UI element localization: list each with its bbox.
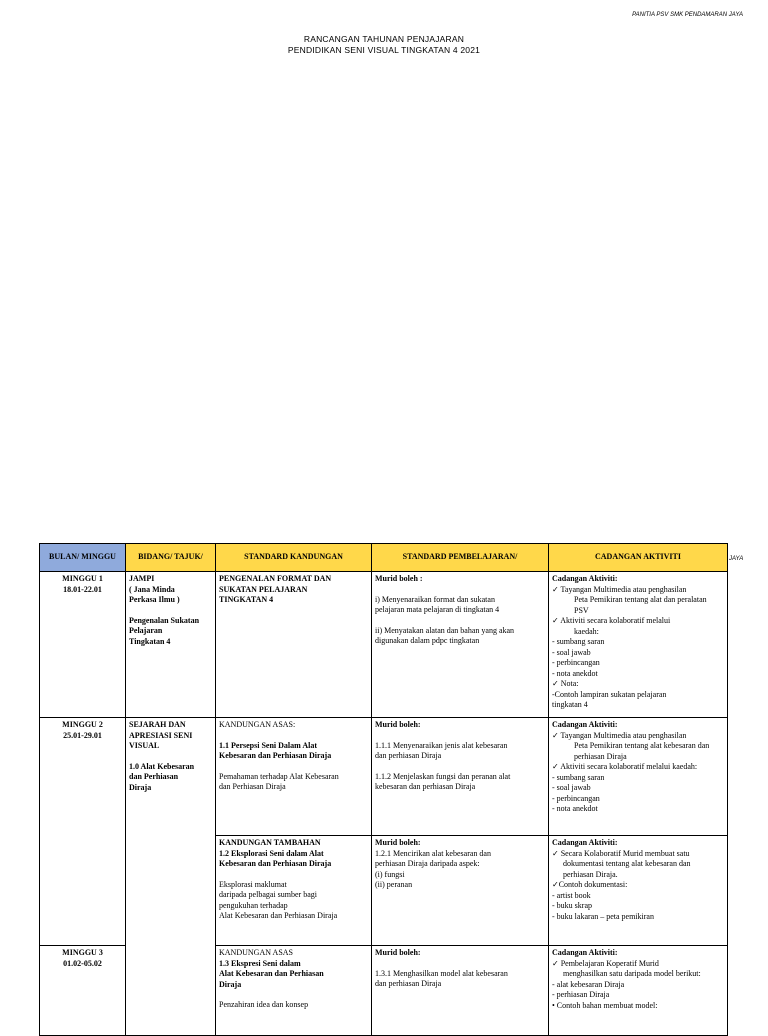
content-standard-text: KANDUNGAN ASAS: <box>219 720 296 729</box>
content-standard-text: Diraja <box>219 979 242 989</box>
learning-standard-text: Murid boleh: <box>375 838 421 847</box>
activity-text: ✓Contoh dokumentasi: <box>552 880 628 889</box>
topic-text: JAMPI <box>129 574 155 583</box>
topic-text: Pengenalan Sukatan <box>129 615 200 625</box>
activity-text: perhiasan Diraja <box>574 751 627 761</box>
activity-text: ✓ Tayangan Multimedia atau penghasilan <box>552 584 687 594</box>
week-label: MINGGU 2 <box>62 720 103 729</box>
document-title <box>0 34 768 56</box>
week-label: MINGGU 3 <box>62 948 103 957</box>
topic-text: Diraja <box>129 782 152 792</box>
learning-standard-text: Murid boleh : <box>375 574 423 583</box>
content-standard-text: Eksplorasi maklumat <box>219 879 287 889</box>
content-standard-text: SUKATAN PELAJARAN <box>219 584 308 594</box>
week-dates: 18.01-22.01 <box>63 584 102 594</box>
content-standard-text: Alat Kebesaran dan Perhiasan Diraja <box>219 911 338 920</box>
learning-standard-text: dan perhiasan Diraja <box>375 979 442 988</box>
activity-text: tingkatan 4 <box>552 700 588 709</box>
learning-standard-text: dan perhiasan Diraja <box>375 751 442 760</box>
topic-text: Tingkatan 4 <box>129 636 171 646</box>
activity-text: ✓ Secara Kolaboratif Murid membuat satu <box>552 848 690 858</box>
activity-text: - alat kebesaran Diraja <box>552 979 625 989</box>
learning-standard-text: ii) Menyatakan alatan dan bahan yang akan <box>375 625 515 635</box>
week-cell <box>40 572 126 718</box>
learning-standard-text: (ii) peranan <box>375 880 413 889</box>
week-dates: 01.02-05.02 <box>63 958 102 968</box>
activity-text: - nota anekdot <box>552 804 598 813</box>
content-standard-text: 1.3 Ekspresi Seni dalam <box>219 958 301 968</box>
learning-standard-text: digunakan dalam pdpc tingkatan <box>375 636 480 645</box>
content-standard-text: pengukuhan terhadap <box>219 900 288 910</box>
activity-text: Peta Pemikiran tentang alat dan peralatan <box>574 595 707 604</box>
activity-cell <box>549 572 728 718</box>
activity-text: ✓ Pembelajaran Koperatif Murid <box>552 958 659 968</box>
activity-text: Cadangan Aktiviti: <box>552 574 618 583</box>
topic-cell <box>126 718 216 1036</box>
activity-text: - nota anekdot <box>552 668 598 678</box>
learning-standard-cell <box>372 572 549 718</box>
activity-text: - perbincangan <box>552 658 600 667</box>
content-standard-text: 1.1 Persepsi Seni Dalam Alat <box>219 740 317 750</box>
activity-text: ✓ Tayangan Multimedia atau penghasilan <box>552 730 687 740</box>
col-header-month-week: BULAN/ MINGGU <box>40 544 126 572</box>
table-header-row <box>40 544 728 572</box>
learning-standard-text: (i) fungsi <box>375 869 405 879</box>
activity-text: - soal jawab <box>552 647 591 657</box>
content-standard-text: Kebesaran dan Perhiasan Diraja <box>219 859 332 868</box>
department-note-fragment: JAYA <box>729 556 744 562</box>
activity-text: perhiasan Diraja. <box>563 869 618 879</box>
topic-text: Perkasa Ilmu ) <box>129 595 180 604</box>
week-cell <box>40 718 126 946</box>
activity-text: ✓ Nota: <box>552 679 579 688</box>
content-standard-text: Kebesaran dan Perhiasan Diraja <box>219 751 332 760</box>
topic-text: Pelajaran <box>129 626 163 635</box>
topic-text: APRESIASI SENI <box>129 730 193 740</box>
activity-text: - buku skrap <box>552 901 592 910</box>
activity-text: • Contoh bahan membuat model: <box>552 1000 658 1010</box>
activity-text: - perhiasan Diraja <box>552 990 610 999</box>
activity-text: Peta Pemikiran tentang alat kebesaran dan <box>574 741 710 750</box>
activity-cell <box>549 718 728 836</box>
activity-text: kaedah: <box>574 626 599 636</box>
content-standard-text: Penzahiran idea dan konsep <box>219 1000 309 1009</box>
learning-standard-text: Murid boleh: <box>375 948 421 957</box>
activity-text: Cadangan Aktiviti: <box>552 838 618 847</box>
learning-standard-text: perhiasan Diraja daripada aspek: <box>375 859 480 868</box>
activity-cell <box>549 946 728 1036</box>
learning-standard-text: 1.2.1 Mencirikan alat kebesaran dan <box>375 848 491 858</box>
col-header-suggested-activity: CADANGAN AKTIVITI <box>549 544 728 572</box>
learning-standard-text: Murid boleh: <box>375 720 421 729</box>
activity-text: - sumbang saran <box>552 637 605 646</box>
content-standard-text: PENGENALAN FORMAT DAN <box>219 574 332 583</box>
learning-standard-cell <box>372 718 549 836</box>
topic-cell <box>126 572 216 718</box>
week-cell <box>40 946 126 1036</box>
learning-standard-cell <box>372 836 549 946</box>
content-standard-text: TINGKATAN 4 <box>219 595 274 604</box>
title-line-2: PENDIDIKAN SENI VISUAL TINGKATAN 4 2021 <box>287 45 481 55</box>
content-standard-text: 1.2 Eksplorasi Seni dalam Alat <box>219 848 324 858</box>
activity-text: Cadangan Aktiviti: <box>552 948 618 957</box>
title-line-1: RANCANGAN TAHUNAN PENJAJARAN <box>303 34 465 44</box>
content-standard-text: KANDUNGAN ASAS <box>219 948 294 957</box>
activity-text: menghasilkan satu daripada model berikut: <box>563 969 701 978</box>
activity-text: PSV <box>574 605 589 615</box>
table-row <box>40 718 728 836</box>
learning-standard-text: 1.1.2 Menjelaskan fungsi dan peranan alat <box>375 771 511 781</box>
content-standard-text: daripada pelbagai sumber bagi <box>219 890 317 899</box>
content-standard-text: KANDUNGAN TAMBAHAN <box>219 838 321 847</box>
topic-text: ( Jana Minda <box>129 584 175 594</box>
learning-standard-text: 1.3.1 Menghasilkan model alat kebesaran <box>375 968 508 978</box>
content-standard-text: dan Perhiasan Diraja <box>219 782 286 791</box>
activity-text: - soal jawab <box>552 783 591 792</box>
yearly-plan-table <box>39 543 728 1036</box>
content-standard-cell <box>216 718 372 836</box>
learning-standard-text: kebesaran dan perhiasan Diraja <box>375 782 476 791</box>
activity-text: - buku lakaran – peta pemikiran <box>552 911 654 921</box>
week-dates: 25.01-29.01 <box>63 730 102 740</box>
content-standard-cell <box>216 836 372 946</box>
activity-text: ✓ Aktiviti secara kolaboratif melalui <box>552 616 671 625</box>
activity-text: - sumbang saran <box>552 772 605 782</box>
topic-text: 1.0 Alat Kebesaran <box>129 761 195 771</box>
learning-standard-text: pelajaran mata pelajaran di tingkatan 4 <box>375 605 500 614</box>
week-label: MINGGU 1 <box>62 574 103 583</box>
activity-text: - artist book <box>552 890 591 900</box>
learning-standard-text: 1.1.1 Menyenaraikan jenis alat kebesaran <box>375 740 508 750</box>
learning-standard-cell <box>372 946 549 1036</box>
table-row <box>40 572 728 718</box>
content-standard-text: Alat Kebesaran dan Perhiasan <box>219 969 324 978</box>
activity-text: ✓ Aktiviti secara kolaboratif melalui kaedah: <box>552 762 698 771</box>
col-header-content-standard: STANDARD KANDUNGAN <box>216 544 372 572</box>
topic-text: dan Perhiasan <box>129 772 179 781</box>
activity-text: dokumentasi tentang alat kebesaran dan <box>563 859 691 868</box>
activity-cell <box>549 836 728 946</box>
topic-text: VISUAL <box>129 741 160 750</box>
activity-text: - perbincangan <box>552 793 600 803</box>
department-note: PANITIA PSV SMK PENDAMARAN JAYA <box>632 12 743 18</box>
content-standard-cell <box>216 946 372 1036</box>
activity-text: Cadangan Aktiviti: <box>552 720 618 729</box>
col-header-topic: BIDANG/ TAJUK/ <box>126 544 216 572</box>
activity-text: -Contoh lampiran sukatan pelajaran <box>552 689 667 699</box>
col-header-learning-standard: STANDARD PEMBELAJARAN/ <box>372 544 549 572</box>
learning-standard-text: i) Menyenaraikan format dan sukatan <box>375 594 495 604</box>
content-standard-cell <box>216 572 372 718</box>
topic-text: SEJARAH DAN <box>129 720 186 729</box>
content-standard-text: Pemahaman terhadap Alat Kebesaran <box>219 771 339 781</box>
